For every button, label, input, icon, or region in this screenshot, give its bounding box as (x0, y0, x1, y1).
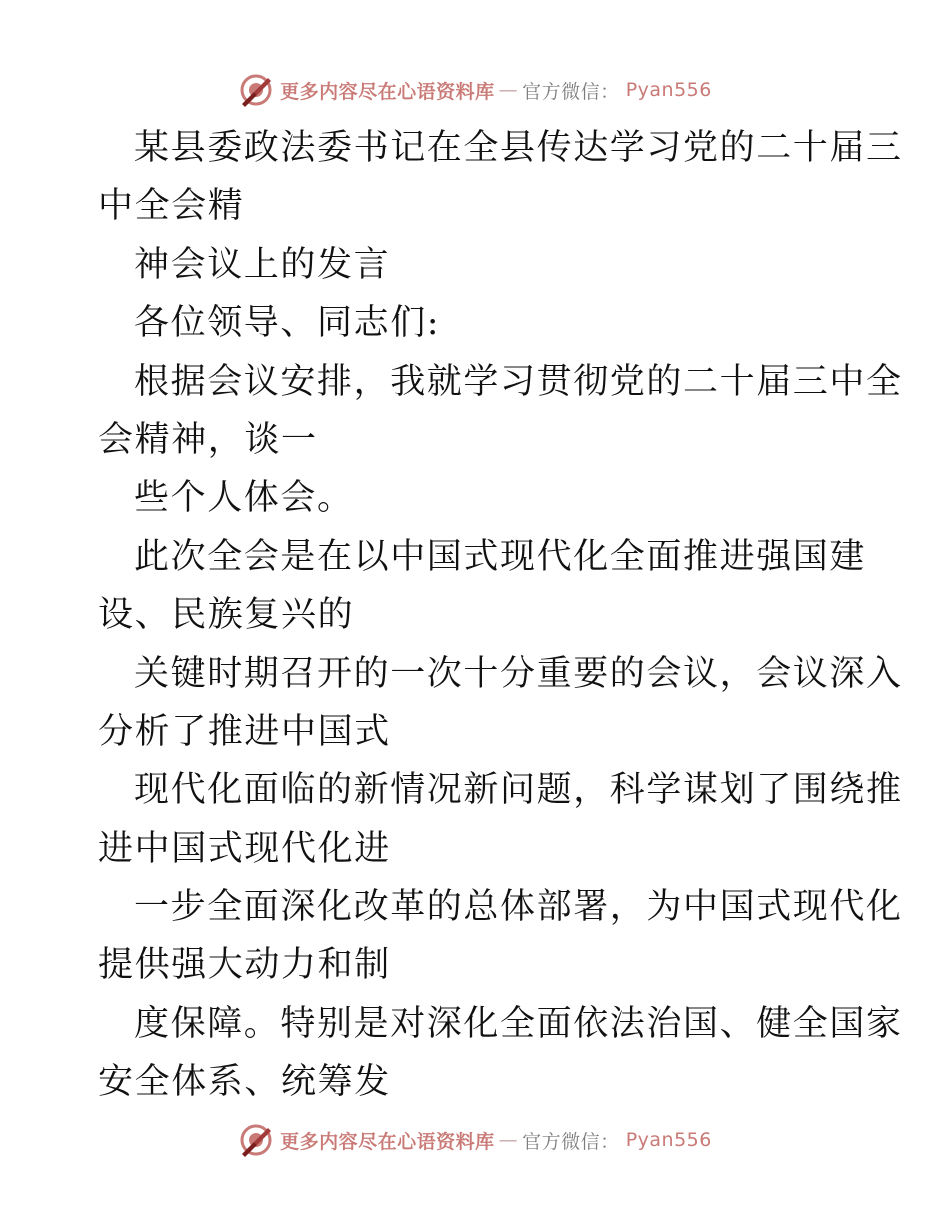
watermark-separator: — (498, 1129, 519, 1151)
header-watermark (0, 70, 950, 110)
watermark-brand: 更多内容尽在心语资料库 (280, 80, 495, 103)
text-line: 一步全面深化改革的总体部署，为中国式现代化 (134, 887, 903, 928)
watermark-wechat-id: Pyan556 (625, 1129, 712, 1151)
text-line: 设、民族复兴的 (98, 595, 355, 636)
watermark-label: 官方微信： (522, 80, 620, 103)
text-line: 此次全会是在以中国式现代化全面推进强国建 (134, 536, 867, 577)
text-line: 某县委政法委书记在全县传达学习党的二十届三 (134, 128, 903, 168)
text-line: 神会议上的发言 (134, 244, 391, 285)
text-line: 度保障。特别是对深化全面依法治国、健全国家 (134, 1003, 903, 1044)
text-line: 现代化面临的新情况新问题，科学谋划了围绕推 (134, 770, 903, 811)
text-line: 中全会精 (98, 186, 245, 227)
text-line: 些个人体会。 (134, 478, 354, 519)
text-line: 各位领导、同志们: (134, 303, 441, 344)
text-line: 安全体系、统筹发 (98, 1062, 391, 1103)
text-line: 会精神，谈一 (98, 419, 318, 460)
watermark-brand: 更多内容尽在心语资料库 (280, 1130, 495, 1153)
watermark-wechat-id: Pyan556 (625, 79, 712, 101)
document-body (98, 119, 903, 1112)
text-line: 提供强大动力和制 (98, 945, 391, 986)
footer-watermark (0, 1120, 950, 1160)
text-line: 进中国式现代化进 (98, 828, 391, 869)
text-line: 关键时期召开的一次十分重要的会议，会议深入 (134, 653, 903, 694)
pen-circle-logo-icon (238, 1122, 274, 1158)
text-line: 根据会议安排，我就学习贯彻党的二十届三中全 (134, 361, 903, 402)
text-line: 分析了推进中国式 (98, 711, 391, 752)
watermark-label: 官方微信： (522, 1130, 620, 1153)
watermark-separator: — (498, 79, 519, 101)
pen-circle-logo-icon (238, 72, 274, 108)
